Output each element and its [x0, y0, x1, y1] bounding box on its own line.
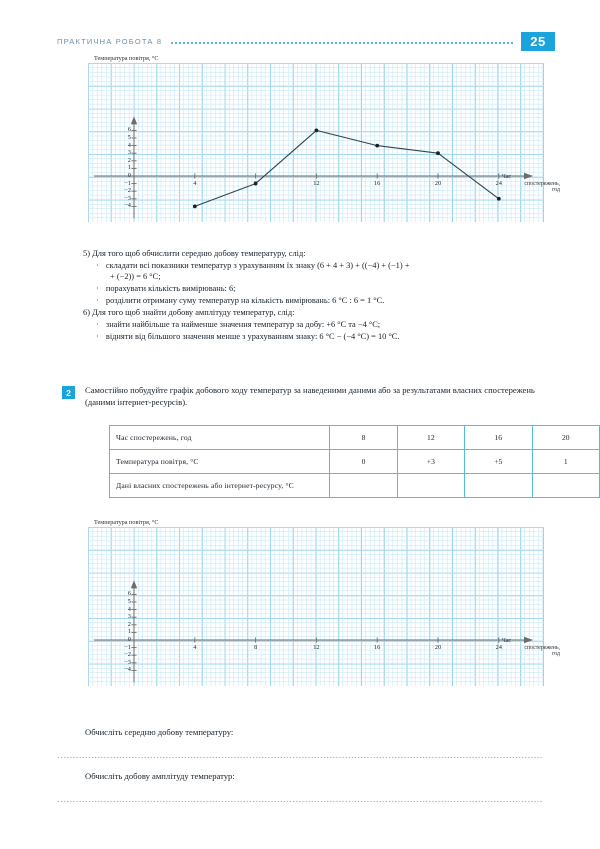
temperature-line: [195, 130, 499, 206]
answer-line-average[interactable]: [57, 756, 543, 759]
page-number-badge: 25: [521, 32, 555, 51]
observation-data-table: [109, 425, 600, 498]
answer-label-amplitude: Обчисліть добову амплітуду температур:: [85, 771, 235, 781]
y-tick-label: 4: [127, 141, 131, 149]
bullet-glyph: ·: [96, 296, 99, 305]
y-tick-label: 3: [127, 613, 131, 621]
page-title: ПРАКТИЧНА РОБОТА 8: [57, 36, 163, 46]
step-5-bullet-1: [96, 260, 409, 271]
table-cell-value: 0: [330, 450, 397, 474]
step-5-bullet-2-text: порахувати кількість вимірювань: 6;: [105, 284, 236, 293]
y-tick-label: −4: [124, 666, 131, 674]
step-6-bullet-2-text: відняти від більшого значення менше з урахуванням знаку: 6 °С − (−4 °С) = 10 °С.: [105, 332, 400, 341]
table-row: [110, 426, 600, 450]
y-tick-label: −4: [124, 202, 131, 210]
x-tick-label: 16: [373, 180, 381, 187]
y-tick-label: 5: [127, 134, 131, 141]
y-tick-label: 0: [127, 636, 131, 643]
step-6-bullet-1: [96, 319, 380, 330]
y-tick-label: −2: [124, 187, 131, 195]
table-cell-blank[interactable]: [330, 474, 397, 498]
x-tick-label: 8: [253, 644, 258, 651]
step-6-heading: 6) Для того щоб знайти добову амплітуду температур, слід:: [83, 308, 295, 317]
header-dot-rule: [170, 38, 515, 44]
y-tick-label: 6: [127, 590, 131, 598]
y-tick-label: −1: [124, 179, 131, 187]
step-5-bullet-1-text: складати всі показники температур з урахуванням їх знаку (6 + 4 + 3) + ((−4) + (−1) +: [105, 261, 410, 270]
x-tick-label: 4: [193, 644, 197, 651]
y-tick-label: −2: [124, 651, 131, 659]
x-axis-caption: [502, 174, 560, 194]
temperature-graph-blank[interactable]: [88, 519, 560, 686]
y-tick-label: 0: [127, 172, 131, 179]
data-point-marker: [193, 205, 197, 209]
x-tick-label: 20: [434, 644, 442, 651]
table-row-label: Час спостережень, год: [110, 426, 330, 450]
x-axis-caption-line: Час: [502, 174, 511, 180]
y-axis-arrow: [131, 116, 137, 124]
data-point-marker: [315, 129, 319, 133]
bullet-glyph: ·: [96, 284, 99, 293]
table-cell-value: 16: [465, 426, 532, 450]
step-6-bullet-2: [96, 331, 399, 342]
task-2-instruction: Самостійно побудуйте графік добового ходу температур за наведеними даними або за результатами власних спостережень (даними інтернет-ресурсів).: [85, 385, 535, 407]
step-5-bullet-3: [96, 295, 384, 306]
x-axis-caption: [502, 638, 560, 658]
y-tick-label: 4: [127, 605, 131, 613]
data-point-marker: [436, 151, 440, 155]
y-tick-label: 2: [127, 620, 131, 628]
answer-line-amplitude[interactable]: [57, 800, 543, 803]
table-cell-value: +3: [397, 450, 464, 474]
step-5-heading: 5) Для того щоб обчислити середню добову температуру, слід:: [83, 249, 306, 258]
x-tick-label: 8: [253, 180, 258, 187]
table-cell-value: 8: [330, 426, 397, 450]
bullet-glyph: ·: [96, 261, 99, 270]
table-cell-blank[interactable]: [397, 474, 464, 498]
y-axis-caption: Температура повітря, °C: [94, 519, 159, 526]
table-cell-value: 20: [532, 426, 599, 450]
step-5-bullet-1-continued: + (−2)) = 6 °С;: [110, 272, 161, 281]
table-row-label: Температура повітря, °С: [110, 450, 330, 474]
y-tick-label: −1: [124, 643, 131, 651]
y-tick-label: −3: [124, 194, 131, 202]
y-tick-label: 5: [127, 598, 131, 605]
table-cell-value: +5: [465, 450, 532, 474]
y-axis-caption: Температура повітря, °C: [94, 55, 159, 62]
graph-plot-area[interactable]: [88, 527, 544, 686]
x-tick-label: 4: [193, 180, 197, 187]
answer-label-average: Обчисліть середню добову температуру:: [85, 727, 234, 737]
x-axis-caption-line: год: [552, 651, 560, 658]
y-tick-label: 1: [127, 164, 131, 172]
y-tick-label: 1: [127, 628, 131, 636]
y-tick-label: −3: [124, 658, 131, 666]
table-row: [110, 474, 600, 498]
bullet-glyph: ·: [96, 320, 99, 329]
step-5-bullet-2: [96, 283, 236, 294]
step-5-bullet-3-text: розділити отриману суму температур на кількість вимірювань: 6 °С : 6 = 1 °С.: [105, 296, 385, 305]
task-2-number-badge: 2: [62, 386, 75, 399]
temperature-graph-completed: [88, 55, 560, 222]
x-axis-caption-line: Час: [502, 638, 511, 644]
x-tick-label: 12: [313, 644, 320, 651]
table-cell-blank[interactable]: [532, 474, 599, 498]
x-axis-caption-line: спостережень,: [524, 644, 560, 651]
data-point-marker: [497, 197, 501, 201]
table-row: [110, 450, 600, 474]
x-tick-label: 16: [373, 644, 381, 651]
table-cell-value: 12: [397, 426, 464, 450]
table-cell-blank[interactable]: [465, 474, 532, 498]
x-tick-label: 12: [313, 180, 320, 187]
x-tick-label: 24: [495, 180, 502, 187]
step-6-bullet-1-text: знайти найбільше та найменше значення температур за добу: +6 °С та −4 °С;: [105, 320, 381, 329]
x-axis-caption-line: спостережень,: [524, 180, 560, 187]
data-point-marker: [375, 144, 379, 148]
table-row-label: Дані власних спостережень або інтернет-ресурсу, °С: [110, 474, 330, 498]
y-axis-arrow: [131, 580, 137, 588]
graph-plot-area: [88, 63, 544, 222]
bullet-glyph: ·: [96, 332, 99, 341]
page-header: [0, 30, 600, 52]
y-tick-label: 3: [127, 149, 131, 157]
y-tick-label: 6: [127, 126, 131, 134]
table-cell-value: 1: [532, 450, 599, 474]
x-axis-caption-line: год: [552, 187, 560, 194]
y-tick-label: 2: [127, 156, 131, 164]
x-tick-label: 24: [495, 644, 502, 651]
x-tick-label: 20: [434, 180, 442, 187]
